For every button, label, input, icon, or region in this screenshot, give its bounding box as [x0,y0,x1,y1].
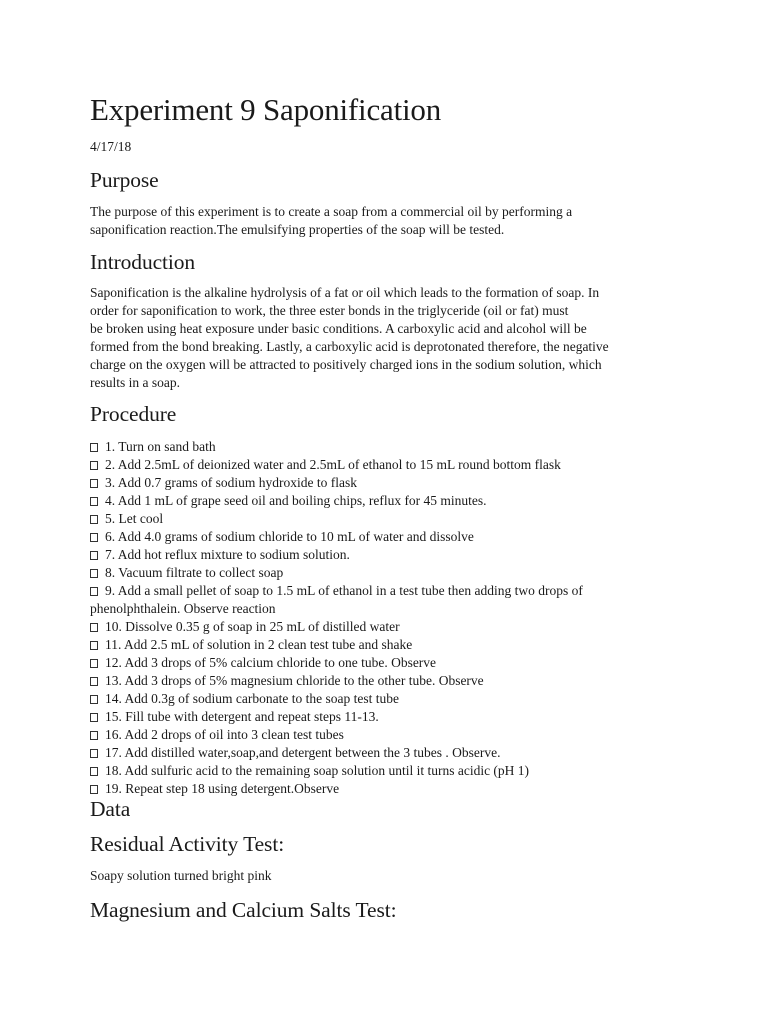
introduction-text: Saponification is the alkaline hydrolysis of a fat or oil which leads to the formation of soap. In order for saponification to work, the three ester bonds in the triglyceride (oil or fat) must be broken using heat exposure under basic conditions. A carboxylic acid and alcohol will be formed from the bond breaking. Lastly, a carboxylic acid is deprotonated therefore, the negative charge on the oxygen will be attracted to positively charged ions in the sodium solution, which results in a soap. [90,285,609,390]
procedure-step-text: 11. Add 2.5 mL of solution in 2 clean test tube and shake [105,637,413,652]
checkbox-icon [90,461,98,470]
purpose-heading: Purpose [90,168,159,192]
procedure-step [90,672,675,690]
salts-test-heading: Magnesium and Calcium Salts Test: [90,898,397,922]
checkbox-icon [90,443,98,452]
procedure-step [90,780,675,798]
procedure-step-text: 18. Add sulfuric acid to the remaining soap solution until it turns acidic (pH 1) [105,763,530,778]
procedure-step-text: 1. Turn on sand bath [105,439,216,454]
procedure-step-text: 16. Add 2 drops of oil into 3 clean test tubes [105,727,344,742]
procedure-steps-list [90,438,675,798]
procedure-step [90,546,675,564]
checkbox-icon [90,749,98,758]
procedure-step-text: 8. Vacuum filtrate to collect soap [105,565,284,580]
residual-activity-heading: Residual Activity Test: [90,832,285,856]
checkbox-icon [90,767,98,776]
procedure-step-text: 14. Add 0.3g of sodium carbonate to the soap test tube [105,691,399,706]
procedure-step-text: 6. Add 4.0 grams of sodium chloride to 10 mL of water and dissolve [105,529,474,544]
checkbox-icon [90,731,98,740]
checkbox-icon [90,497,98,506]
procedure-step-text: 10. Dissolve 0.35 g of soap in 25 mL of distilled water [105,619,400,634]
introduction-heading: Introduction [90,250,196,274]
checkbox-icon [90,695,98,704]
checkbox-icon [90,533,98,542]
procedure-step-text: 4. Add 1 mL of grape seed oil and boiling chips, reflux for 45 minutes. [105,493,487,508]
checkbox-icon [90,785,98,794]
procedure-step [90,510,675,528]
procedure-step [90,636,675,654]
document-date: 4/17/18 [90,139,132,154]
checkbox-icon [90,515,98,524]
procedure-step-text: 3. Add 0.7 grams of sodium hydroxide to flask [105,475,357,490]
procedure-step [90,474,675,492]
procedure-step [90,492,675,510]
procedure-step-text: 15. Fill tube with detergent and repeat steps 11-13. [105,709,379,724]
procedure-step [90,438,675,456]
procedure-step-text: 12. Add 3 drops of 5% calcium chloride to one tube. Observe [105,655,437,670]
procedure-step [90,690,675,708]
procedure-step [90,726,675,744]
checkbox-icon [90,713,98,722]
checkbox-icon [90,677,98,686]
procedure-step [90,762,675,780]
checkbox-icon [90,551,98,560]
procedure-step [90,618,675,636]
checkbox-icon [90,659,98,668]
procedure-step [90,456,675,474]
checkbox-icon [90,479,98,488]
procedure-step-text: 5. Let cool [105,511,164,526]
residual-activity-text: Soapy solution turned bright pink [90,868,272,883]
checkbox-icon [90,641,98,650]
procedure-step-text: 7. Add hot reflux mixture to sodium solution. [105,547,350,562]
procedure-step [90,654,675,672]
document-title: Experiment 9 Saponification [90,92,442,127]
procedure-step-text: 2. Add 2.5mL of deionized water and 2.5mL of ethanol to 15 mL round bottom flask [105,457,561,472]
procedure-step-text: 17. Add distilled water,soap,and detergent between the 3 tubes . Observe. [105,745,501,760]
procedure-step [90,582,675,618]
procedure-step-text: 9. Add a small pellet of soap to 1.5 mL of ethanol in a test tube then adding two drops of phenolphthalein. Observe reaction [90,583,583,616]
procedure-step [90,708,675,726]
procedure-step-text: 13. Add 3 drops of 5% magnesium chloride to the other tube. Observe [105,673,484,688]
checkbox-icon [90,623,98,632]
procedure-step [90,564,675,582]
checkbox-icon [90,587,98,596]
procedure-step-text: 19. Repeat step 18 using detergent.Observe [105,781,340,796]
checkbox-icon [90,569,98,578]
purpose-text: The purpose of this experiment is to create a soap from a commercial oil by performing a saponification reaction.The emulsifying properties of the soap will be tested. [90,204,573,237]
procedure-step [90,744,675,762]
procedure-heading: Procedure [90,402,177,426]
procedure-step [90,528,675,546]
data-heading: Data [90,797,131,821]
